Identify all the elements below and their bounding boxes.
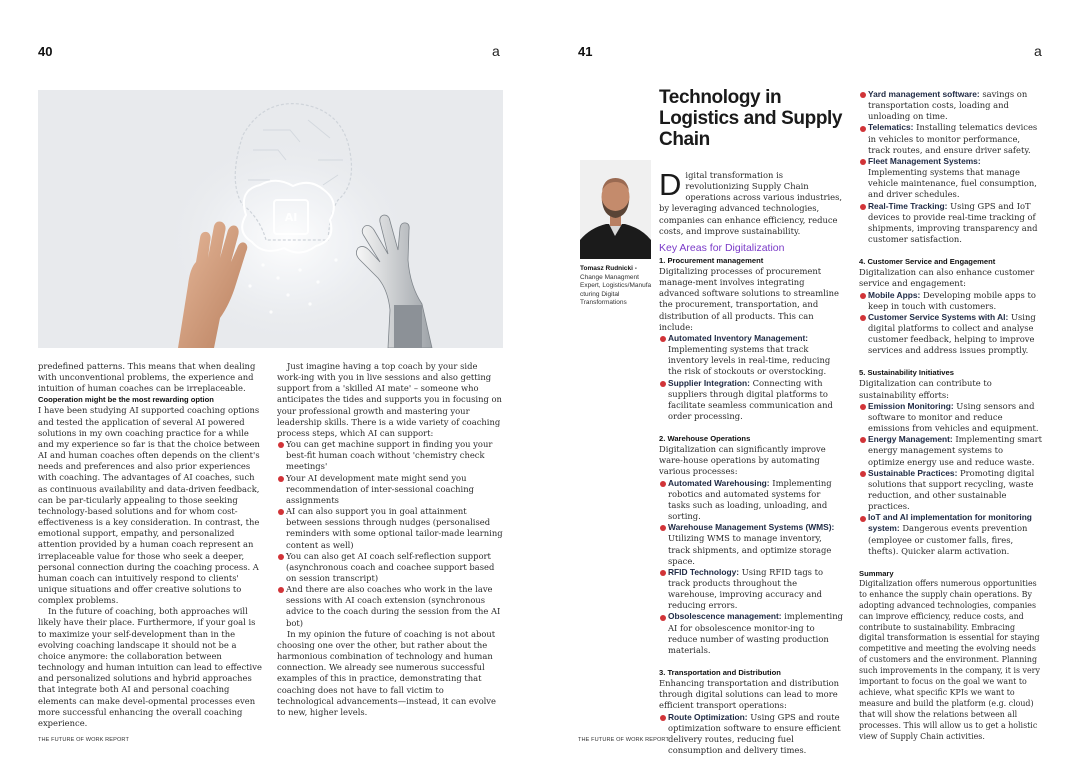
transport-list xyxy=(659,712,844,757)
list-item xyxy=(659,333,844,378)
list-item xyxy=(859,401,1042,434)
list-item-text: Installing telematics devices in vehicles to monitor performance, track routes, and ensure driver safety. xyxy=(868,122,1038,155)
left-text-column xyxy=(38,361,262,729)
intro-text: igital transformation is revolutionizing Supply Chain operations across various industries, by leveraging advanced technologies, companies can enhance efficiency, reduce costs, and improve sustainability. xyxy=(659,170,843,236)
list-item-text: implementing AI for obsolescence monitor-ing to reduce number of wasting production materials. xyxy=(668,611,843,655)
section-heading: 3. Transportation and Distribution xyxy=(659,668,781,678)
procurement-list xyxy=(659,333,844,422)
section-heading: 2. Warehouse Operations xyxy=(659,434,751,444)
paragraph: Digitalization can contribute to sustainability efforts: xyxy=(859,378,992,400)
list-item xyxy=(859,89,1042,122)
ai-chip-label: AI xyxy=(284,211,298,224)
list-item-label: Customer Service Systems with AI: xyxy=(868,311,1009,322)
author-caption xyxy=(580,265,652,308)
paragraph: In my opinion the future of coaching is not about choosing one over the other, but rather about the harmonious combination of technology and human connection. We already see numerous successful examples of this in practice, demonstrating that coaching does not have to fall victim to technological advancements—instead, it can evolve to new, higher levels. xyxy=(277,628,496,717)
list-item-text: Using digital platforms to collect and analyse customer feedback, helping to improve services and address issues promptly. xyxy=(868,311,1036,356)
paragraph: Enhancing transportation and distribution through digital solutions can lead to more efficient transport operations: xyxy=(659,678,840,711)
list-item xyxy=(659,522,844,567)
list-item-label: Fleet Management Systems: xyxy=(868,155,981,166)
list-item xyxy=(659,378,844,423)
list-item-text: savings on transportation costs, loading and unloading on time. xyxy=(868,89,1028,122)
author-role: Change Managment Expert, Logistics/Manufa cturing Digital Transformations xyxy=(580,273,652,307)
list-item xyxy=(659,478,844,523)
ai-hand-illustration xyxy=(38,90,503,348)
customer-service-list xyxy=(859,290,1042,357)
list-item-text: Implementing systems that manage vehicle maintenance, fuel consumption, and driver schedules. xyxy=(868,167,1037,200)
paragraph: Digitalization can also enhance customer service and engagement: xyxy=(859,267,1035,289)
list-item-label: Sustainable Practices: xyxy=(868,467,958,478)
list-item-text: Connecting with suppliers through digital platforms to facilitate seamless communication and order processing. xyxy=(668,377,833,421)
section-heading: 5. Sustainability Initiatives xyxy=(859,368,954,378)
list-item xyxy=(859,156,1042,201)
list-item: You can also get AI coach self-reflection support (asynchronous coach and coachee support based on session transcript) xyxy=(277,551,503,584)
section-heading: Summary xyxy=(859,568,894,578)
list-item-label: Emission Monitoring: xyxy=(868,400,954,411)
list-item-label: Mobile Apps: xyxy=(868,289,921,300)
drop-cap: D xyxy=(659,167,682,202)
list-item: Your AI development mate might send you recommendation of inter-sessional coaching assignments xyxy=(277,473,503,506)
list-item-label: RFID Technology: xyxy=(668,566,740,577)
list-item xyxy=(859,512,1042,557)
transport-list-continued xyxy=(859,89,1042,245)
paragraph: Digitalizing processes of procurement manage-ment involves integrating advanced software solutions to streamline the procurement, transportation, and distribution of all products. This can include: xyxy=(659,265,839,332)
list-item-text: Using GPS and IoT devices to provide real-time tracking of shipments, improving transparency and customer satisfaction. xyxy=(868,200,1038,245)
list-item xyxy=(859,434,1042,467)
article-title: Technology in Logistics and Supply Chain xyxy=(659,87,843,150)
list-item xyxy=(659,611,844,656)
paragraph: predefined patterns. This means that when dealing with unconventional problems, the experience and intuition of human coaches can be irreplaceable. xyxy=(38,361,256,394)
section-heading: 4. Customer Service and Engagement xyxy=(859,257,996,267)
list-item-label: Supplier Integration: xyxy=(668,377,750,388)
author-photo xyxy=(580,160,651,259)
list-item-text: Promoting digital solutions that support recycling, waste reduction, and other sustainable practices. xyxy=(868,467,1035,512)
list-item-text: Developing mobile apps to keep in touch with customers. xyxy=(868,289,1036,311)
paragraph: I have been studying AI supported coaching options and tested the application of several AI powered solutions in my own coaching practice for a while and my experience so far is that the choice between AI and human coaches often depends on the client's needs and preferences and also prior experiences with coaching. The advantages of AI coaches, such as continuous availability and data-driven feedback, can be par-ticularly appealing to those seeking technology-based solutions and for whom cost-effectiveness is a key consideration. In contrast, the emotional support, empathy, and personalized attention provided by a human coach represent an irreplaceable value for those who seek a deeper, personal connection during the coaching process. A human coach can intuitively respond to clients' unique situations and offer creative solutions to complex problems. xyxy=(38,405,260,606)
list-item xyxy=(659,712,844,757)
list-item-text: Implementing systems that track inventory levels in real-time, reducing the risk of stockouts or overstocking. xyxy=(668,344,831,377)
paragraph: Digitalization can significantly improve ware-house operations by automating various processes: xyxy=(659,444,826,477)
list-item xyxy=(859,201,1042,246)
list-item-text: Dangerous events prevention (employee or customer falls, fires, thefts). Quicker alarm activation. xyxy=(868,523,1028,556)
list-item: AI can also support you in goal attainment between sessions through nudges (personalised reminders with some optional tailor-made learning content as well) xyxy=(277,506,503,551)
list-item-text: Implementing smart energy management systems to optimize energy use and reduce waste. xyxy=(868,434,1042,467)
list-item-text: Implementing robotics and automated systems for tasks such as loading, unloading, and sorting. xyxy=(668,477,832,522)
list-item-label: IoT and AI implementation for monitoring system: xyxy=(868,512,1032,534)
footer-report-title: THE FUTURE OF WORK REPORT xyxy=(578,737,669,743)
author-name: Tomasz Rudnicki - xyxy=(580,265,637,272)
page-number: 40 xyxy=(38,44,53,59)
list-item-text: Using RFID tags to track products throughout the warehouse, improving accuracy and reducing errors. xyxy=(668,566,824,611)
right-text-column xyxy=(277,361,503,718)
list-item xyxy=(659,567,844,612)
paragraph: Just imagine having a top coach by your side work-ing with you in live sessions and also getting support from a 'skilled AI mate' – someone who anticipates the tides and supports you in focusing on your professional growth and mastering your leadership skills. There is a wide variety of coaching process steps, which AI can support: xyxy=(277,361,502,438)
sustainability-list xyxy=(859,401,1042,557)
list-item-label: Obsolescence management: xyxy=(668,611,782,622)
avatar xyxy=(580,160,651,259)
list-item-label: Automated Warehousing: xyxy=(668,477,770,488)
list-item xyxy=(859,312,1042,357)
publication-logo: a xyxy=(492,43,500,59)
warehouse-list xyxy=(659,478,844,657)
section-heading: Cooperation might be the most rewarding option xyxy=(38,395,214,405)
list-item-text: Using GPS and route optimization software to ensure efficient delivery routes, reducing fuel consumption and delivery times. xyxy=(668,711,841,756)
list-item-text: Using sensors and software to monitor and reduce emissions from vehicles and equipment. xyxy=(868,400,1039,434)
list-item: And there are also coaches who work in the lave sessions with AI coach extension (synchronous advice to the coach during the session from the AI bot) xyxy=(277,584,503,629)
publication-logo: a xyxy=(1034,43,1042,59)
article-column-2 xyxy=(859,89,1042,743)
list-item-label: Automated Inventory Management: xyxy=(668,332,809,343)
summary-paragraph: Digitalization offers numerous opportunities to enhance the supply chain operations. By adopting advanced technologies, companies can improve efficiency, reduce costs, and contribute to sustainability. Embracing digital transformation is essential for staying competitive and meeting the evolving needs of customers and the environment. Planning such improvements in the company, it is very important to focus on the goal we want to achieve, what specific KPIs we want to measure and build the platform (e.g. cloud) that will show the relations between all processes. This will allow us to get a holistic view of Supply Chain activities. xyxy=(859,578,1040,741)
page-number: 41 xyxy=(578,44,593,59)
hand-robot-image xyxy=(38,90,503,348)
list-item-label: Route Optimization: xyxy=(668,711,748,722)
list-item-label: Energy Management: xyxy=(868,434,953,445)
list-item: You can get machine support in finding you your best-fit human coach without 'chemistry check meetings' xyxy=(277,439,503,472)
section-heading: 1. Procurement management xyxy=(659,255,764,265)
key-areas-heading: Key Areas for Digitalization xyxy=(659,241,785,254)
list-item-text: Utilizing WMS to manage inventory, track shipments, and optimize storage space. xyxy=(668,533,832,566)
footer-report-title: THE FUTURE OF WORK REPORT xyxy=(38,737,129,743)
article-column-1 xyxy=(659,167,844,756)
list-item xyxy=(859,122,1042,155)
list-item xyxy=(859,290,1042,312)
list-item-label: Real-Time Tracking: xyxy=(868,200,948,211)
list-item-label: Telematics: xyxy=(868,122,914,133)
coaching-support-list xyxy=(277,439,503,629)
intro-paragraph xyxy=(659,167,844,237)
paragraph: In the future of coaching, both approaches will likely have their place. Furthermore, if your goal is to maximize your self-development than in the evolving coaching landscape it should not be a choice anymore: the collaboration between technology and human intuition can lead to effective and personalized solutions and hybrid approaches that integrate both AI and personal coaching elements can make devel-opmental processes even more successful enhancing the overall coaching experience. xyxy=(38,606,262,728)
list-item-label: Yard management software: xyxy=(868,89,980,99)
list-item xyxy=(859,468,1042,513)
list-item-label: Warehouse Management Systems (WMS): xyxy=(668,522,835,533)
